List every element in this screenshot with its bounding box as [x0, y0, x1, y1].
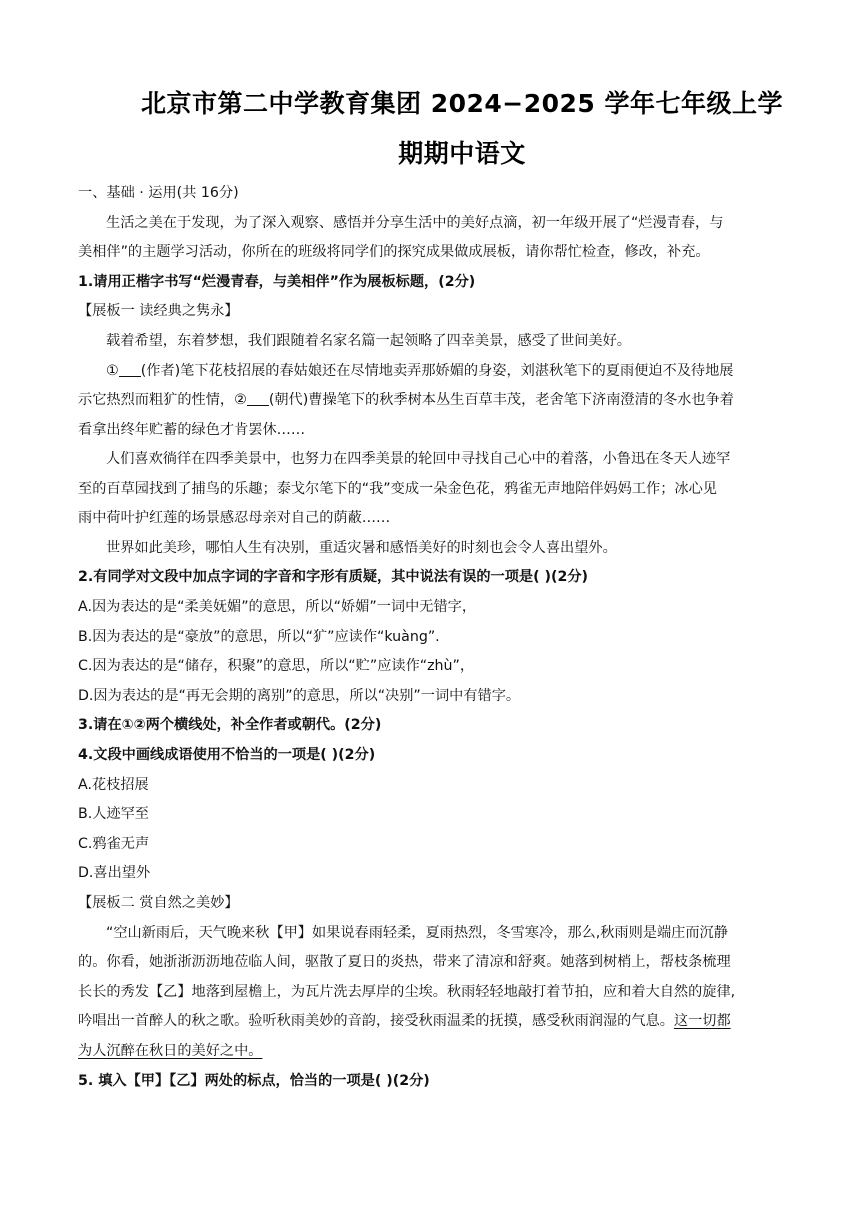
question-2-option-c[interactable]: C.因为表达的是“储存，积聚”的意思，所以“贮”应读作“zhù”， — [78, 658, 475, 674]
board-1-paragraph-4: 世界如此美珍，哪怕人生有决别，重适灾暑和感悟美好的时刻也会令人喜出望外。 — [106, 540, 617, 556]
intro-line-2: 美相伴”的主题学习活动，你所在的班级将同学们的探究成果做成展板，请你帮忙检查，修改，补充。 — [78, 244, 710, 260]
p2-line-2-text-b: (朝代)曹操笔下的秋季树本丛生百草丰茂，老舍笔下济南澄清的冬水也争着 — [268, 392, 734, 408]
question-3: 3.请在①②两个横线处，补全作者或朝代。(2分) — [78, 717, 382, 733]
underlined-sentence-start: 这一切都 — [673, 1013, 731, 1029]
question-4-option-a[interactable]: A.花枝招展 — [78, 777, 149, 793]
board-1-paragraph-2-line-2 — [78, 390, 794, 410]
p2-line-2-text-a: 示它热烈而粗犷的性情， — [78, 392, 235, 408]
board-1-paragraph-2-line-1 — [106, 361, 794, 381]
question-5-stem: 5. 填入【甲】【乙】两处的标点，恰当的一项是( )(2分) — [78, 1073, 430, 1089]
question-2-option-b[interactable]: B.因为表达的是“豪放”的意思，所以“犷”应读作“kuàng”. — [78, 629, 440, 645]
board-2-heading: 【展板二 赏自然之美妙】 — [78, 895, 239, 911]
board-2-line-4-text: 吟唱出一首醉人的秋之歌。验听秋雨美妙的音韵，接受秋雨温柔的抚摸，感受秋雨润湿的气息。 — [78, 1013, 674, 1029]
board-1-paragraph-3-line-1: 人们喜欢徜徉在四季美景中，也努力在四季美景的轮回中寻找自己心中的着落，小鲁迅在冬天人迹罕 — [106, 451, 731, 467]
question-4-option-b[interactable]: B.人迹罕至 — [78, 806, 149, 822]
board-1-paragraph-3-line-2: 至的百草园找到了捕鸟的乐趣；泰戈尔笔下的“我”变成一朵金色花，鸦雀无声地陪伴妈妈工作；冰心见 — [78, 481, 717, 497]
board-1-heading: 【展板一 读经典之隽永】 — [78, 303, 239, 319]
question-4-option-d[interactable]: D.喜出望外 — [78, 865, 151, 881]
p2-line-1-text: (作者)笔下花枝招展的春姑娘还在尽情地卖弄那娇媚的身姿，刘湛秋笔下的夏雨便迫不及待地展 — [140, 363, 734, 379]
board-2-line-2: 的。你看，她浙浙沥沥地莅临人间，驱散了夏日的炎热，带来了清凉和舒爽。她落到树梢上，帮枝条梳理 — [78, 954, 731, 970]
section-heading-text: 一、基础 · 运用(共 16分) — [78, 185, 239, 201]
board-1-paragraph-1: 载着希望，东着梦想，我们跟随着名家名篇一起领略了四幸美景，感受了世间美好。 — [106, 333, 631, 349]
question-4-option-c[interactable]: C.鸦雀无声 — [78, 836, 150, 852]
underlined-sentence-end: 为人沉醉在秋日的美好之中。 — [78, 1043, 263, 1059]
question-2-option-a[interactable]: A.因为表达的是“柔美妩媚”的意思，所以“娇媚”一词中无错字， — [78, 599, 477, 615]
board-2-line-5 — [78, 1041, 794, 1061]
intro-line-1: 生活之美在于发现，为了深入观察、感悟并分享生活中的美好点滴，初一年级开展了“烂漫青春，与 — [106, 215, 724, 231]
question-4-stem: 4.文段中画线成语使用不恰当的一项是( )(2分) — [78, 747, 376, 763]
board-1-paragraph-3-line-3: 雨中荷叶护红莲的场景感忍母亲对自己的荫蔽…… — [78, 510, 391, 526]
board-1-paragraph-2-line-3: 看拿出终年贮蓄的绿色才肯罢休…… — [78, 422, 306, 438]
board-2-line-1: “空山新雨后，天气晚来秋【甲】如果说春雨轻柔，夏雨热烈，冬雪寒冷，那么,秋雨则是端庄而沉静 — [106, 925, 728, 941]
question-2-option-d[interactable]: D.因为表达的是“再无会期的离别”的意思，所以“决别”一词中有错字。 — [78, 688, 521, 704]
blank-marker-2: ② — [234, 392, 247, 408]
question-2-stem: 2.有同学对文段中加点字词的字音和字形有质疑，其中说法有误的一项是( )(2分) — [78, 569, 589, 585]
question-1: 1.请用正楷字书写“烂漫青春，与美相伴”作为展板标题，(2分) — [78, 274, 476, 290]
document-title-line-2: 期期中语文 — [398, 139, 526, 168]
blank-marker-1: ① — [106, 363, 119, 379]
board-2-line-3: 长长的秀发【乙】地落到屋檐上，为瓦片洗去厚岸的尘埃。秋雨轻轻地敲打着节拍，应和着大自然的旋律, — [78, 984, 736, 1000]
document-title-line-1: 北京市第二中学教育集团 2024−2025 学年七年级上学 — [140, 89, 784, 118]
section-heading — [78, 183, 794, 203]
fill-blank-1[interactable] — [119, 362, 141, 377]
fill-blank-2[interactable] — [247, 391, 269, 406]
board-2-line-4 — [78, 1011, 794, 1031]
